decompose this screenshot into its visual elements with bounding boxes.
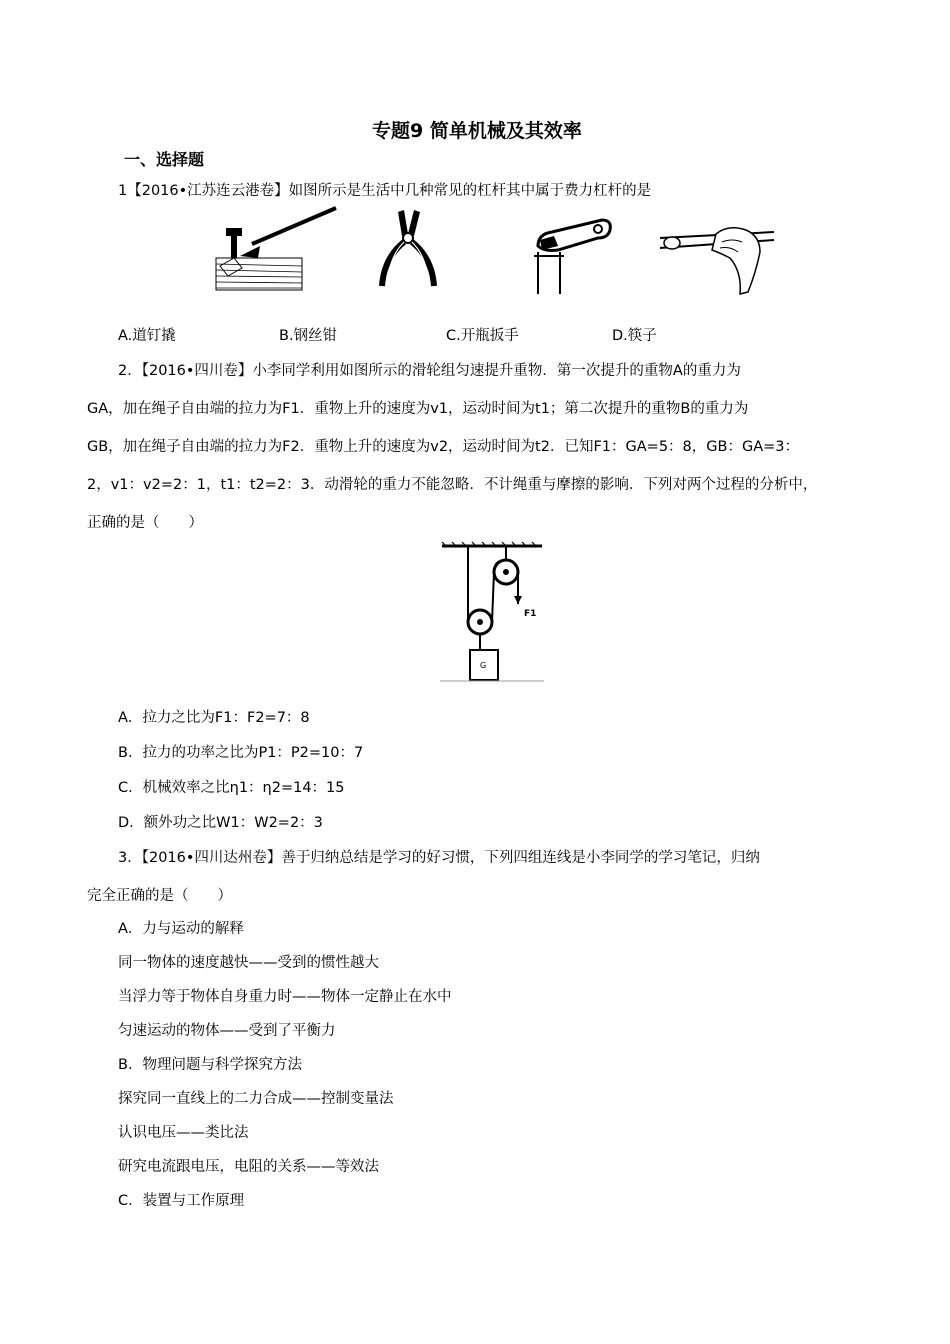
q1-option-b: B.钢丝钳 bbox=[279, 328, 338, 344]
pulley-figure bbox=[440, 542, 544, 682]
q2-stem-line-3: GB，加在绳子自由端的拉力为F2．重物上升的速度为v2，运动时间为t2．已知F1：GA=5：8，GB：GA=3： bbox=[87, 439, 799, 455]
q2-option-b: B．拉力的功率之比为P1：P2=10：7 bbox=[118, 745, 364, 761]
q3-item: 匀速运动的物体——受到了平衡力 bbox=[118, 1023, 336, 1039]
weight-label: G bbox=[480, 661, 487, 670]
force-label: F1 bbox=[524, 609, 537, 619]
q1-option-d: D.筷子 bbox=[612, 328, 657, 344]
q2-stem-line-1: 2．【2016•四川卷】小李同学利用如图所示的滑轮组匀速提升重物．第一次提升的重物A的重力为 bbox=[118, 363, 741, 379]
page-title: 专题9 简单机械及其效率 bbox=[372, 120, 582, 142]
q2-stem-line-4: 2，v1：v2=2：1，t1：t2=2：3．动滑轮的重力不能忽略．不计绳重与摩擦的影响．下列对两个过程的分析中， bbox=[87, 477, 818, 493]
q1-option-a: A.道钉撬 bbox=[118, 328, 176, 344]
q3-item-c-heading: C．装置与工作原理 bbox=[118, 1193, 245, 1209]
q3-item: 认识电压——类比法 bbox=[118, 1125, 249, 1141]
q3-item: 当浮力等于物体自身重力时——物体一定静止在水中 bbox=[118, 989, 452, 1005]
q2-option-c: C．机械效率之比η1：η2=14：15 bbox=[118, 780, 345, 796]
crowbar-figure bbox=[212, 206, 340, 294]
q2-stem-line-2: GA，加在绳子自由端的拉力为F1．重物上升的速度为v1，运动时间为t1；第二次提升的重物B的重力为 bbox=[87, 401, 749, 417]
q3-item-b-heading: B．物理问题与科学探究方法 bbox=[118, 1057, 302, 1073]
q1-option-c: C.开瓶扳手 bbox=[446, 328, 519, 344]
q2-option-d: D．额外功之比W1：W2=2：3 bbox=[118, 815, 323, 831]
chopsticks-figure bbox=[656, 222, 776, 298]
q1-stem: 1【2016•江苏连云港卷】如图所示是生活中几种常见的杠杆其中属于费力杠杆的是 bbox=[118, 183, 652, 199]
q2-option-a: A．拉力之比为F1：F2=7：8 bbox=[118, 710, 310, 726]
pliers-figure bbox=[374, 208, 444, 292]
q3-item: 探究同一直线上的二力合成——控制变量法 bbox=[118, 1091, 394, 1107]
q3-stem-line-2: 完全正确的是（ ） bbox=[87, 888, 232, 904]
section-heading: 一、选择题 bbox=[124, 150, 205, 169]
q3-stem-line-1: 3．【2016•四川达州卷】善于归纳总结是学习的好习惯，下列四组连线是小李同学的学习笔记，归纳 bbox=[118, 850, 760, 866]
q3-item: 研究电流跟电压，电阻的关系——等效法 bbox=[118, 1159, 379, 1175]
bottle-opener-figure bbox=[528, 212, 614, 294]
q3-item-a-heading: A．力与运动的解释 bbox=[118, 921, 244, 937]
q2-stem-line-5: 正确的是（ ） bbox=[87, 515, 203, 531]
q3-item: 同一物体的速度越快——受到的惯性越大 bbox=[118, 955, 379, 971]
